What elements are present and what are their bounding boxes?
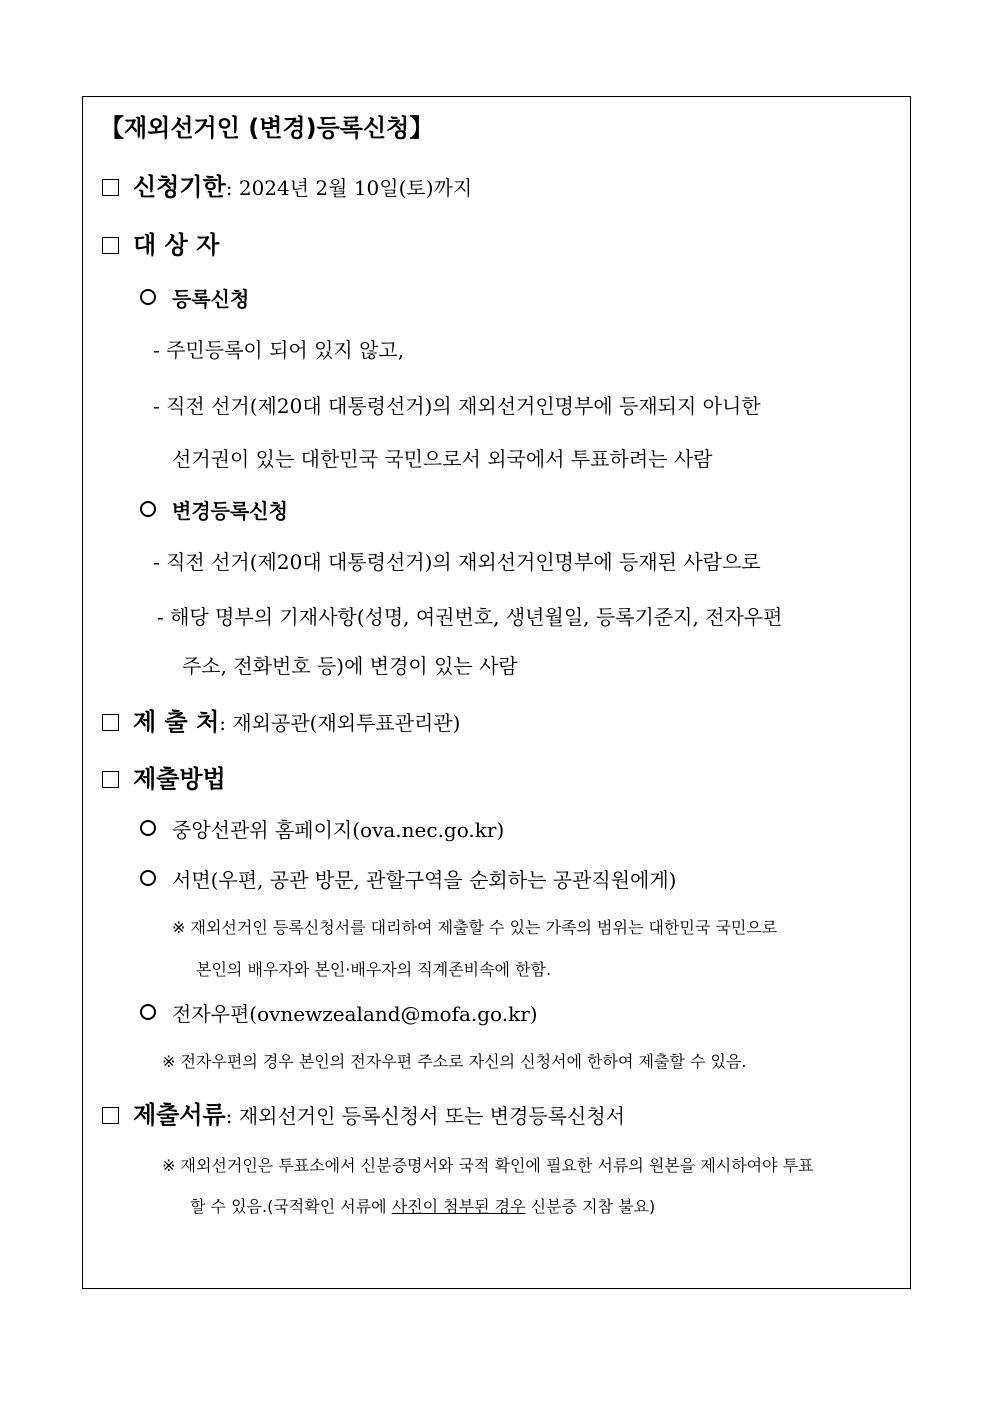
paper-text: 서면(우편, 공관 방문, 관할구역을 순회하는 공관직원에게): [172, 868, 677, 892]
page-title: 【재외선거인 (변경)등록신청】: [100, 114, 434, 142]
method-paper: [140, 870, 676, 890]
paper-note: ※ 재외선거인 등록신청서를 대리하여 제출할 수 있는 가족의 범위는 대한민국 국민으로: [172, 918, 778, 937]
documents-note-continued: [190, 1199, 655, 1215]
method-homepage: [140, 820, 504, 840]
subsection-change: [140, 501, 288, 521]
submit-to-label: 제 출 처: [133, 708, 220, 736]
circle-bullet-icon: [140, 289, 156, 305]
circle-bullet-icon: [140, 870, 156, 886]
registration-item: 선거권이 있는 대한민국 국민으로서 외국에서 투표하려는 사람: [172, 447, 713, 471]
documents-note-underlined: 사진이 첨부된 경우: [391, 1197, 526, 1216]
method-email: [140, 1004, 538, 1024]
section-documents: [102, 1103, 625, 1127]
method-label: 제출방법: [133, 765, 226, 793]
checkbox-square-icon: [102, 237, 119, 254]
section-deadline: [102, 175, 472, 199]
documents-text: : 재외선거인 등록신청서 또는 변경등록신청서: [225, 1104, 625, 1128]
checkbox-square-icon: [102, 1107, 119, 1124]
checkbox-square-icon: [102, 179, 119, 196]
registration-item: - 직전 선거(제20대 대통령선거)의 재외선거인명부에 등재되지 아니한: [153, 394, 761, 418]
homepage-text: 중앙선관위 홈페이지(ova.nec.go.kr): [172, 818, 505, 842]
subsection-registration: [140, 289, 249, 309]
documents-note-pre: 할 수 있음.(국적확인 서류에: [190, 1197, 392, 1216]
section-submit-to: [102, 710, 461, 734]
circle-bullet-icon: [140, 1004, 156, 1020]
submit-to-text: : 재외공관(재외투표관리관): [219, 711, 461, 735]
registration-item: - 주민등록이 되어 있지 않고,: [153, 338, 405, 362]
email-text: 전자우편(ovnewzealand@mofa.go.kr): [172, 1002, 538, 1026]
change-label: 변경등록신청: [172, 499, 288, 523]
change-item: - 해당 명부의 기재사항(성명, 여권번호, 생년월일, 등록기준지, 전자우편: [157, 605, 783, 629]
documents-label: 제출서류: [133, 1101, 226, 1129]
section-method: [102, 767, 226, 791]
email-note: ※ 전자우편의 경우 본인의 전자우편 주소로 자신의 신청서에 한하여 제출할 수 있음.: [162, 1052, 747, 1071]
change-item: - 직전 선거(제20대 대통령선거)의 재외선거인명부에 등재된 사람으로: [153, 550, 761, 574]
deadline-text: : 2024년 2월 10일(토)까지: [225, 176, 473, 200]
paper-note-continued: 본인의 배우자와 본인·배우자의 직계존비속에 한함.: [196, 960, 552, 979]
documents-note: ※ 재외선거인은 투표소에서 신분증명서와 국적 확인에 필요한 서류의 원본을 제시하여야 투표: [162, 1156, 814, 1175]
checkbox-square-icon: [102, 771, 119, 788]
registration-label: 등록신청: [172, 287, 250, 311]
deadline-label: 신청기한: [133, 173, 226, 201]
circle-bullet-icon: [140, 820, 156, 836]
change-item: 주소, 전화번호 등)에 변경이 있는 사람: [182, 654, 518, 678]
checkbox-square-icon: [102, 714, 119, 731]
section-target: [102, 233, 219, 257]
circle-bullet-icon: [140, 501, 156, 517]
documents-note-post: 신분증 지참 불요): [525, 1197, 656, 1216]
target-label: 대 상 자: [133, 231, 220, 259]
